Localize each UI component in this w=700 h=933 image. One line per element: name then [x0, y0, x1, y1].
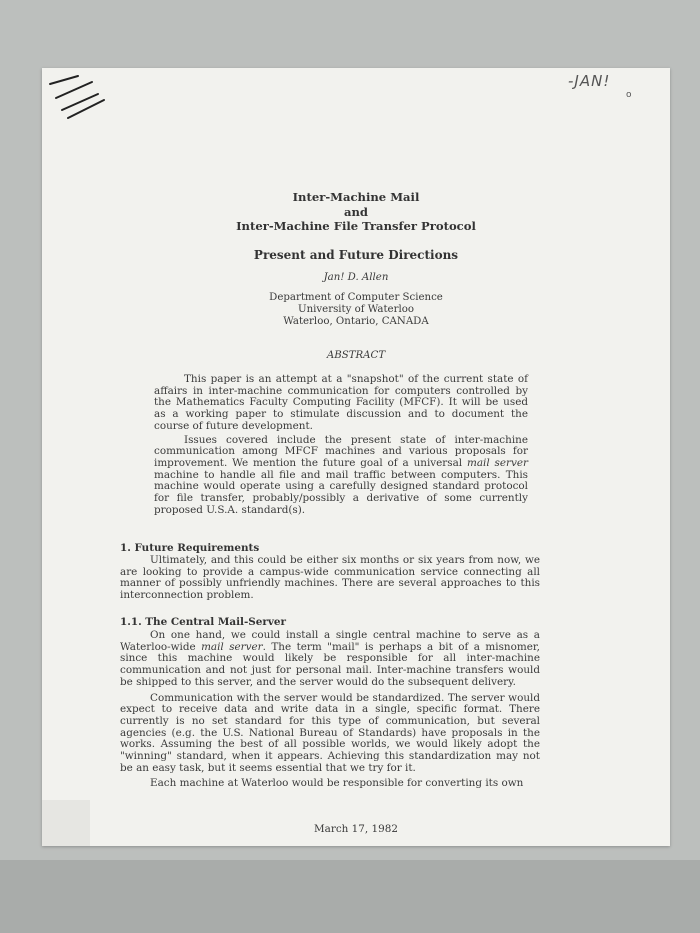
affiliation-line-3: Waterloo, Ontario, CANADA: [283, 315, 429, 327]
abstract-p2-text-b: machine to handle all file and mail traffic between computers. This machine would operate using a carefully designed standard protocol for file transfer, probably/possibly a derivative of some currently proposed U.S.A. standard(s).: [154, 468, 528, 516]
title-line-1: Inter-Machine Mail: [292, 190, 420, 204]
background-bottom: [0, 860, 700, 933]
section-1-1-p1-text-a: On one hand, we could install a single central machine to serve as a Waterloo-wide: [120, 629, 540, 653]
section-1-1-p1-text-b: . The term "mail" is perhaps a bit of a misnomer, since this machine would likely be responsible for all inter-machine communication and not just for personal mail. Inter-machine transfers would be shipped to this server, and the server would do the subsequent delivery.: [120, 640, 540, 688]
handwritten-note: [566, 68, 666, 108]
abstract-p2-text-a: Issues covered include the present state of inter-machine communication among MFCF machines and various proposals for improvement. We mention the future goal of a universal: [154, 433, 528, 469]
paper-edge-strip: [42, 800, 90, 846]
document-page: [42, 68, 670, 846]
document-subtitle: Present and Future Directions: [253, 248, 459, 262]
footer-date: March 17, 1982: [314, 823, 398, 835]
section-1-heading: 1. Future Requirements: [120, 542, 260, 554]
abstract-p2-emphasis: mail server: [466, 456, 528, 469]
section-1-1-paragraph-1: [120, 630, 540, 689]
author-name: Jan! D. Allen: [323, 272, 389, 283]
handwritten-mark-icon: o: [626, 90, 632, 100]
document-title: [42, 190, 670, 234]
handwritten-note-text: -JAN!: [568, 72, 611, 90]
title-line-3: Inter-Machine File Transfer Protocol: [236, 219, 476, 233]
affiliation-block: [42, 292, 670, 327]
title-line-2: and: [343, 204, 369, 219]
abstract-paragraph-1: This paper is an attempt at a "snapshot" of the current state of affairs in inter-machine communication for computers controlled by the Mathematics Faculty Computing Facility (MFCF). It will be used as a working paper to stimulate discussion and to document the course of future development.: [154, 373, 528, 432]
section-1-1-paragraph-2: Communication with the server would be standardized. The server would expect to receive data and write data in a single, specific format. There currently is no set standard for this type of communication, but several agencies (e.g. the U.S. National Bureau of Standards) have proposals in the works. Assuming the best of all possible worlds, we would likely adopt the "winning" standard, when it appears. Achieving this standardization may not be an easy task, but it seems essential that we try for it.: [120, 691, 540, 774]
affiliation-line-2: University of Waterloo: [298, 303, 414, 315]
section-1-1-p1-emphasis: mail server: [201, 640, 263, 653]
section-1-1-body: [120, 630, 540, 790]
affiliation-line-1: Department of Computer Science: [269, 292, 443, 303]
section-1-body: [120, 555, 540, 602]
abstract-paragraph-2: [154, 435, 528, 517]
section-1-paragraph-1: Ultimately, and this could be either six months or six years from now, we are looking to provide a campus-wide communication service connecting all manner of possibly unfriendly machines. There are several approaches to this interconnection problem.: [120, 554, 540, 602]
section-1-1-heading: 1.1. The Central Mail-Server: [120, 616, 286, 628]
abstract-heading: ABSTRACT: [326, 350, 386, 361]
abstract-body: [154, 374, 528, 516]
section-1-1-paragraph-3: Each machine at Waterloo would be responsible for converting its own: [150, 777, 524, 790]
